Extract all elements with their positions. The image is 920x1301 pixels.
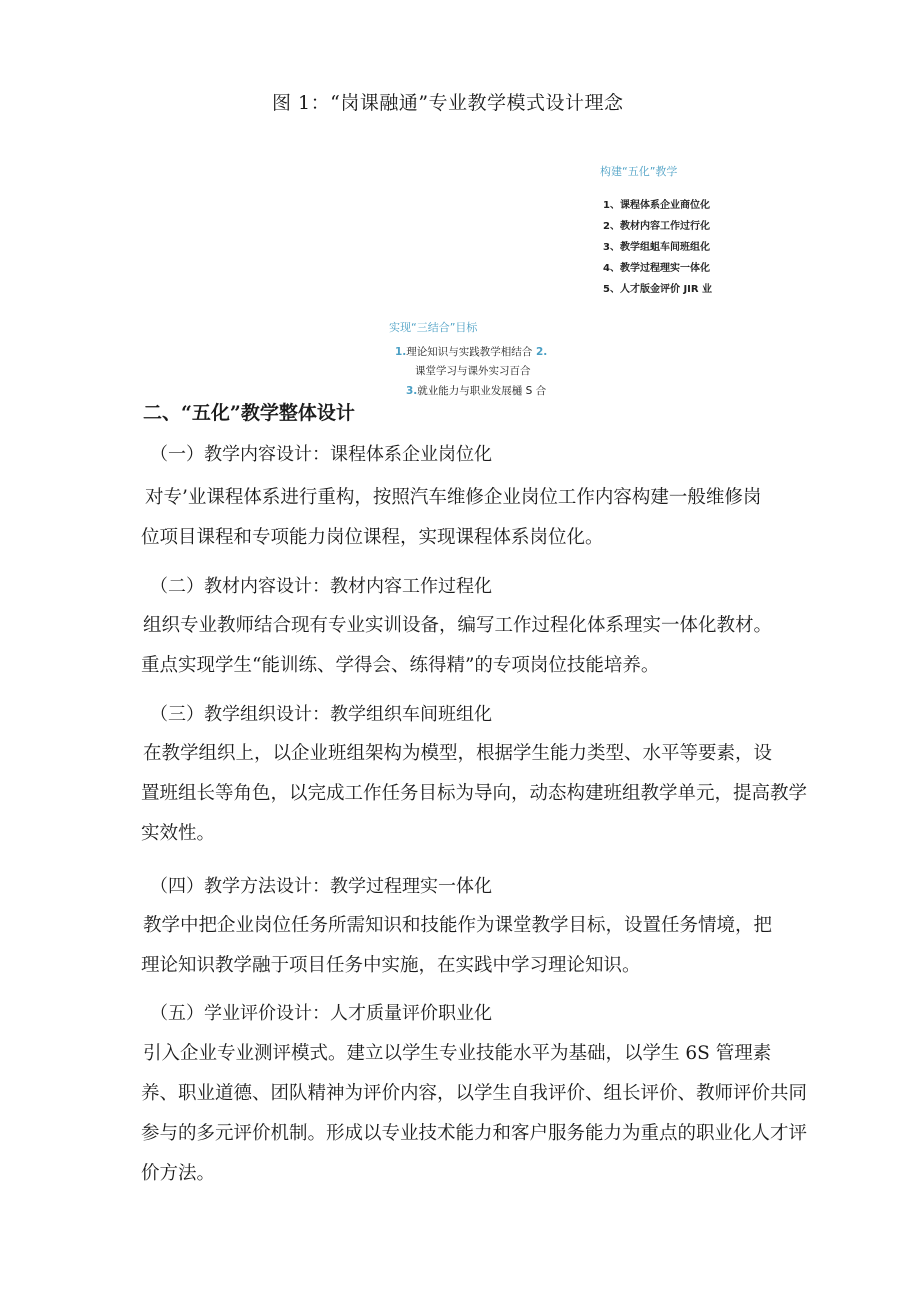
- body-line: 组织专业教师结合现有专业实训设备，编写工作过程化体系理实一体化教材。: [143, 615, 773, 636]
- body-line: 理论知识教学融于项目任务中实施，在实践中学习理论知识。: [141, 955, 641, 976]
- subsection-heading-1: （一）教学内容设计：课程体系企业岗位化: [150, 444, 492, 465]
- subsection-heading-4: （四）教学方法设计：教学过程理实一体化: [150, 876, 492, 897]
- three-item-3-text: 就业能力与职业发展樋 S 合: [417, 385, 547, 397]
- five-item-2: 2、教材内容工作过行化: [603, 221, 710, 232]
- five-transformations-title: 构建“五化”教学: [600, 165, 678, 178]
- five-item-5: 5、人才版金评价 JIR 业: [603, 284, 713, 295]
- body-line: 养、职业道德、团队精神为评价内容，以学生自我评价、组长评价、教师评价共同: [141, 1083, 808, 1104]
- body-line: 对专’业课程体系进行重构，按照汽车维修企业岗位工作内容构建一般维修岗: [145, 487, 762, 508]
- body-line: 教学中把企业岗位任务所需知识和技能作为课堂教学目标，设置任务情境，把: [143, 915, 773, 936]
- body-line: 价方法。: [141, 1163, 216, 1184]
- subsection-body-4: [143, 906, 833, 986]
- three-combinations-title: 实现“三结合”目标: [389, 321, 478, 334]
- three-item-3: [406, 383, 546, 398]
- body-line: 引入企业专业测评模式。建立以学生专业技能水平为基础，以学生 6S 管理素: [143, 1043, 772, 1064]
- three-item-3-number: 3.: [406, 385, 418, 397]
- subsection-body-3: [143, 734, 833, 854]
- three-item-1-tail: 2.: [532, 346, 548, 358]
- three-item-2: 课堂学习与课外实习百合: [415, 365, 531, 377]
- three-item-1: [395, 344, 547, 359]
- subsection-body-5: [143, 1034, 833, 1194]
- five-item-4: 4、教学过程理实一体化: [603, 263, 710, 274]
- body-line: 在教学组织上，以企业班组架构为模型，根据学生能力类型、水平等要素，设: [143, 743, 773, 764]
- five-item-3: 3、教学组蛆车间班组化: [603, 242, 710, 253]
- subsection-heading-5: （五）学业评价设计：人才质量评价职业化: [150, 1003, 492, 1024]
- body-line: 实效性。: [141, 823, 216, 844]
- subsection-body-2: [143, 606, 833, 686]
- subsection-heading-2: （二）教材内容设计：教材内容工作过程化: [150, 576, 492, 597]
- body-line: 置班组长等角色，以完成工作任务目标为导向，动态构建班组教学单元，提高教学: [141, 783, 808, 804]
- subsection-body-1: [143, 478, 833, 558]
- section-title: 二、“五化”教学整体设计: [143, 402, 355, 424]
- body-line: 重点实现学生“能训练、学得会、练得精”的专项岗位技能培养。: [141, 655, 660, 676]
- three-item-1-number: 1.: [395, 346, 407, 358]
- figure-title: 图 1：“岗课融通”专业教学模式设计理念: [272, 92, 624, 114]
- subsection-heading-3: （三）教学组织设计：教学组织车间班组化: [150, 704, 492, 725]
- five-item-1: 1、课程体系企业商位化: [603, 200, 710, 211]
- three-item-1-text: 理论知识与实践教学相结合: [406, 346, 533, 358]
- body-line: 位项目课程和专项能力岗位课程，实现课程体系岗位化。: [141, 527, 604, 548]
- body-line: 参与的多元评价机制。形成以专业技术能力和客户服务能力为重点的职业化人才评: [141, 1123, 808, 1144]
